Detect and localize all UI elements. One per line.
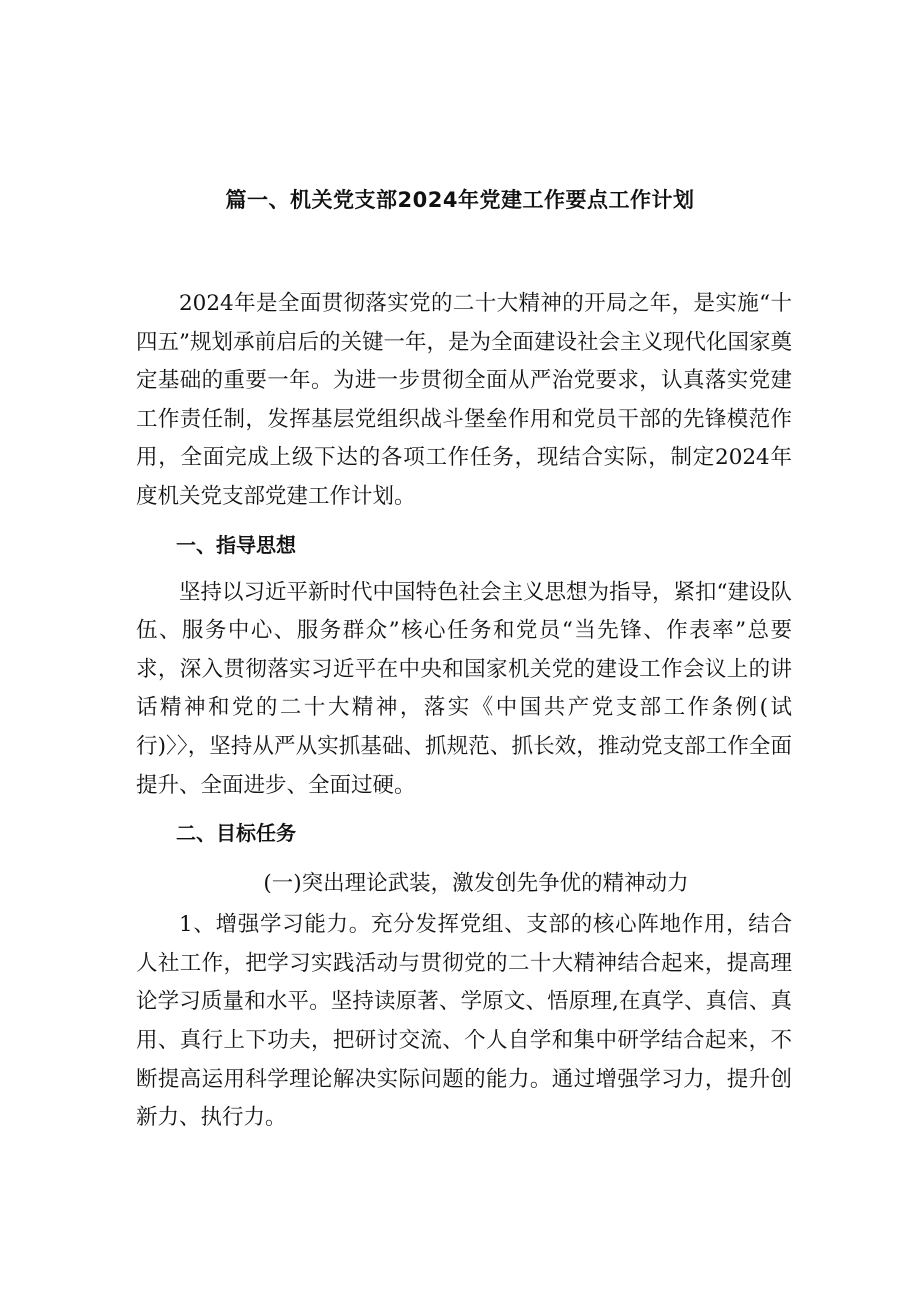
item-1-paragraph: 1、增强学习能力。充分发挥党组、支部的核心阵地作用，结合人社工作，把学习实践活动与贯彻党的二十大精神结合起来，提高理论学习质量和水平。坚持读原著、学原文、悟原理,在真学、真信、真用、真行上下功夫，把研讨交流、个人自学和集中研学结合起来，不断提高运用科学理论解决实际问题的能力。通过增强学习力，提升创新力、执行力。 [136, 912, 792, 1131]
intro-paragraph: 2024年是全面贯彻落实党的二十大精神的开局之年，是实施“十四五”规划承前启后的关键一年，是为全面建设社会主义现代化国家奠定基础的重要一年。为进一步贯彻全面从严治党要求，认真落实党建工作责任制，发挥基层党组织战斗堡垒作用和党员干部的先锋模范作用，全面完成上级下达的各项工作任务，现结合实际，制定2024年度机关党支部党建工作计划。 [136, 291, 792, 509]
document-title: 篇一、机关党支部2024年党建工作要点工作计划 [225, 188, 695, 212]
guiding-ideology-paragraph: 坚持以习近平新时代中国特色社会主义思想为指导，紧扣“建设队伍、服务中心、服务群众”核心任务和党员“当先锋、作表率”总要求，深入贯彻落实习近平在中央和国家机关党的建设工作会议上的讲话精神和党的二十大精神，落实《中国共产党支部工作条例(试行)〉〉，坚持从严从实抓基础、抓规范、抓长效，推动党支部工作全面提升、全面进步、全面过硬。 [136, 579, 792, 798]
section-heading-guiding-ideology: 一、指导思想 [176, 532, 296, 557]
section-heading-goals-tasks: 二、目标任务 [176, 821, 296, 846]
document-body [136, 285, 792, 1138]
subsection-heading-theory: (一)突出理论武装，激发创先争优的精神动力 [263, 871, 689, 897]
